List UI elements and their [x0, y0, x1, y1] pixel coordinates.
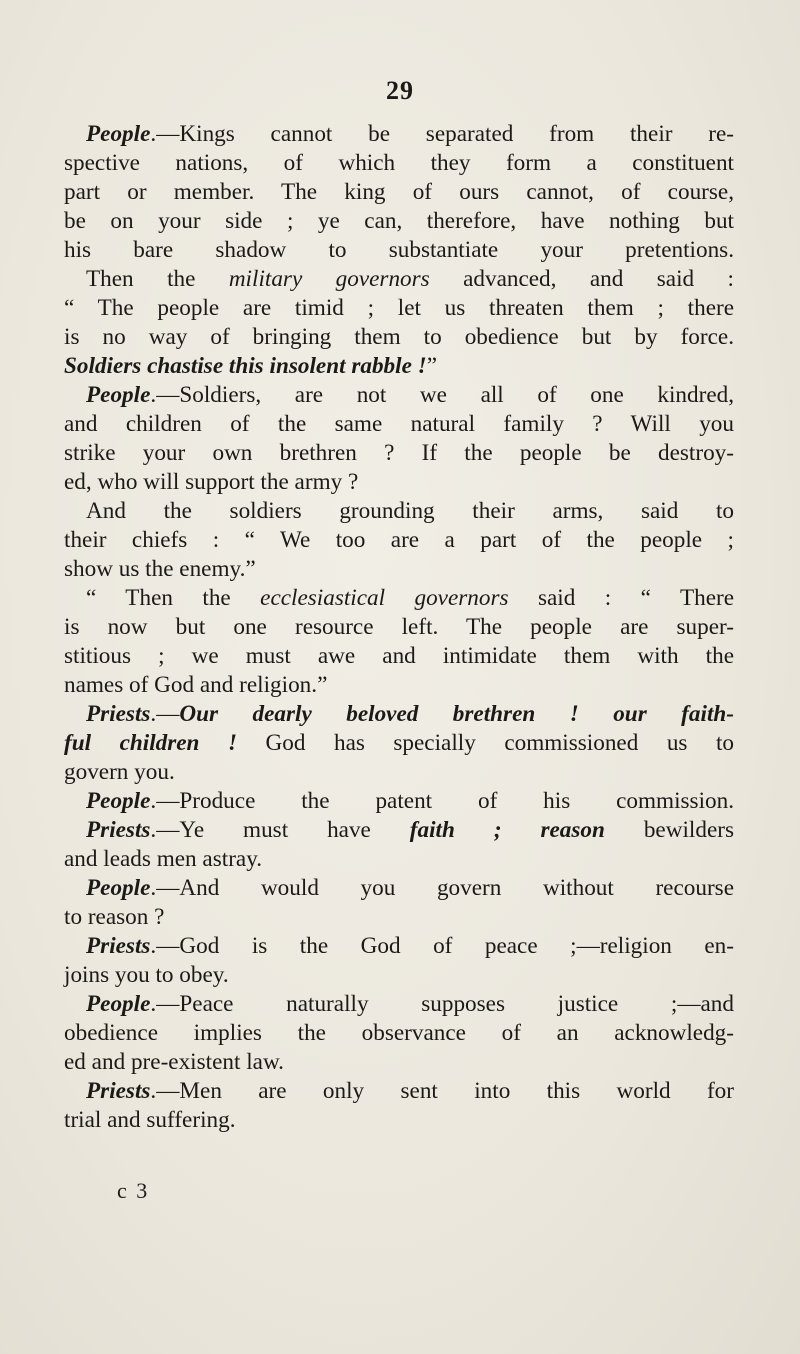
text-line	[64, 787, 734, 816]
text-line	[64, 381, 734, 410]
emphasis-text: Soldiers chastise this insolent rabble !	[64, 353, 427, 379]
text-segment: and leads men astray.	[64, 846, 263, 872]
text-line	[64, 613, 734, 642]
text-line	[64, 178, 734, 207]
text-segment: part or member. The king of ours cannot, of course,	[64, 179, 734, 205]
text-line	[64, 294, 734, 323]
text-segment: .—God is the God of peace ;—religion en-	[150, 933, 734, 959]
text-segment: their chiefs : “ We too are a part of the people ;	[64, 527, 734, 553]
emphasis-text: People	[86, 382, 151, 408]
text-line	[64, 410, 734, 439]
text-line	[64, 526, 734, 555]
text-segment: .—Ye must have	[150, 817, 410, 843]
text-line	[64, 584, 734, 613]
emphasis-text: People	[86, 121, 151, 147]
text-segment: .—Kings cannot be separated from their re-	[150, 121, 734, 147]
text-line	[64, 729, 734, 758]
text-segment: And the soldiers grounding their arms, said to	[86, 498, 734, 524]
text-line	[64, 932, 734, 961]
text-segment: obedience implies the observance of an acknowledg-	[64, 1020, 734, 1046]
text-line	[64, 149, 734, 178]
text-line	[64, 642, 734, 671]
text-line	[64, 468, 734, 497]
text-segment: is now but one resource left. The people are super-	[64, 614, 734, 640]
emphasis-text: faith ; reason	[409, 817, 605, 843]
text-line	[64, 1106, 734, 1135]
text-line	[64, 555, 734, 584]
page-body-text	[64, 120, 734, 1135]
text-line	[64, 816, 734, 845]
text-line	[64, 671, 734, 700]
text-segment: ”	[426, 353, 437, 379]
text-segment: is no way of bringing them to obedience but by force.	[64, 324, 734, 350]
text-segment: names of God and religion.”	[64, 672, 328, 698]
emphasis-text: Priests	[86, 817, 151, 843]
text-line	[64, 1019, 734, 1048]
emphasis-text: People	[86, 875, 151, 901]
italic-text: military governors	[228, 266, 430, 292]
text-line	[64, 1077, 734, 1106]
text-segment: spective nations, of which they form a constituent	[64, 150, 734, 176]
text-segment: bewilders	[604, 817, 734, 843]
text-segment: show us the enemy.”	[64, 556, 256, 582]
text-line	[64, 120, 734, 149]
text-line	[64, 758, 734, 787]
text-line	[64, 1048, 734, 1077]
signature-mark: c 3	[117, 1178, 150, 1203]
text-line	[64, 874, 734, 903]
text-segment: strike your own brethren ? If the people be destroy-	[64, 440, 734, 466]
text-segment: “ The people are timid ; let us threaten them ; there	[64, 295, 734, 321]
text-segment: .—And would you govern without recourse	[150, 875, 734, 901]
text-line	[64, 990, 734, 1019]
text-line	[64, 961, 734, 990]
text-segment: .—Produce the patent of his commission.	[150, 788, 734, 814]
text-line	[64, 323, 734, 352]
text-line	[64, 903, 734, 932]
text-segment: .—Soldiers, are not we all of one kindred,	[150, 382, 734, 408]
emphasis-text: Priests	[86, 1078, 151, 1104]
text-segment: and children of the same natural family ? Will you	[64, 411, 734, 437]
emphasis-text: People	[86, 788, 151, 814]
text-segment: govern you.	[64, 759, 175, 785]
text-segment: stitious ; we must awe and intimidate them with the	[64, 643, 734, 669]
text-segment: .—Men are only sent into this world for	[150, 1078, 734, 1104]
text-line	[64, 497, 734, 526]
emphasis-text: People	[86, 991, 151, 1017]
text-segment: God has specially commissioned us to	[237, 730, 734, 756]
emphasis-text: Priests	[86, 701, 151, 727]
text-line	[64, 845, 734, 874]
text-segment: his bare shadow to substantiate your pretentions.	[64, 237, 734, 263]
emphasis-text: Priests	[86, 933, 151, 959]
text-line	[64, 265, 734, 294]
page-number: 29	[386, 76, 414, 105]
text-line	[64, 439, 734, 468]
text-segment: be on your side ; ye can, therefore, have nothing but	[64, 208, 734, 234]
text-segment: .—	[150, 701, 180, 727]
text-line	[64, 700, 734, 729]
text-segment: said : “ There	[508, 585, 735, 611]
text-segment: .—Peace naturally supposes justice ;—and	[150, 991, 734, 1017]
text-segment: Then the	[86, 266, 229, 292]
text-segment: trial and suffering.	[64, 1107, 236, 1133]
text-segment: ed and pre-existent law.	[64, 1049, 284, 1075]
text-line	[64, 352, 734, 381]
text-segment: ed, who will support the army ?	[64, 469, 359, 495]
text-segment: to reason ?	[64, 904, 165, 930]
text-line	[64, 236, 734, 265]
text-segment: joins you to obey.	[64, 962, 229, 988]
text-segment: advanced, and said :	[429, 266, 734, 292]
italic-text: ecclesiastical governors	[260, 585, 509, 611]
emphasis-text: Our dearly beloved brethren ! our faith-	[179, 701, 734, 727]
text-segment: “ Then the	[86, 585, 261, 611]
text-line	[64, 207, 734, 236]
emphasis-text: ful children !	[64, 730, 237, 756]
